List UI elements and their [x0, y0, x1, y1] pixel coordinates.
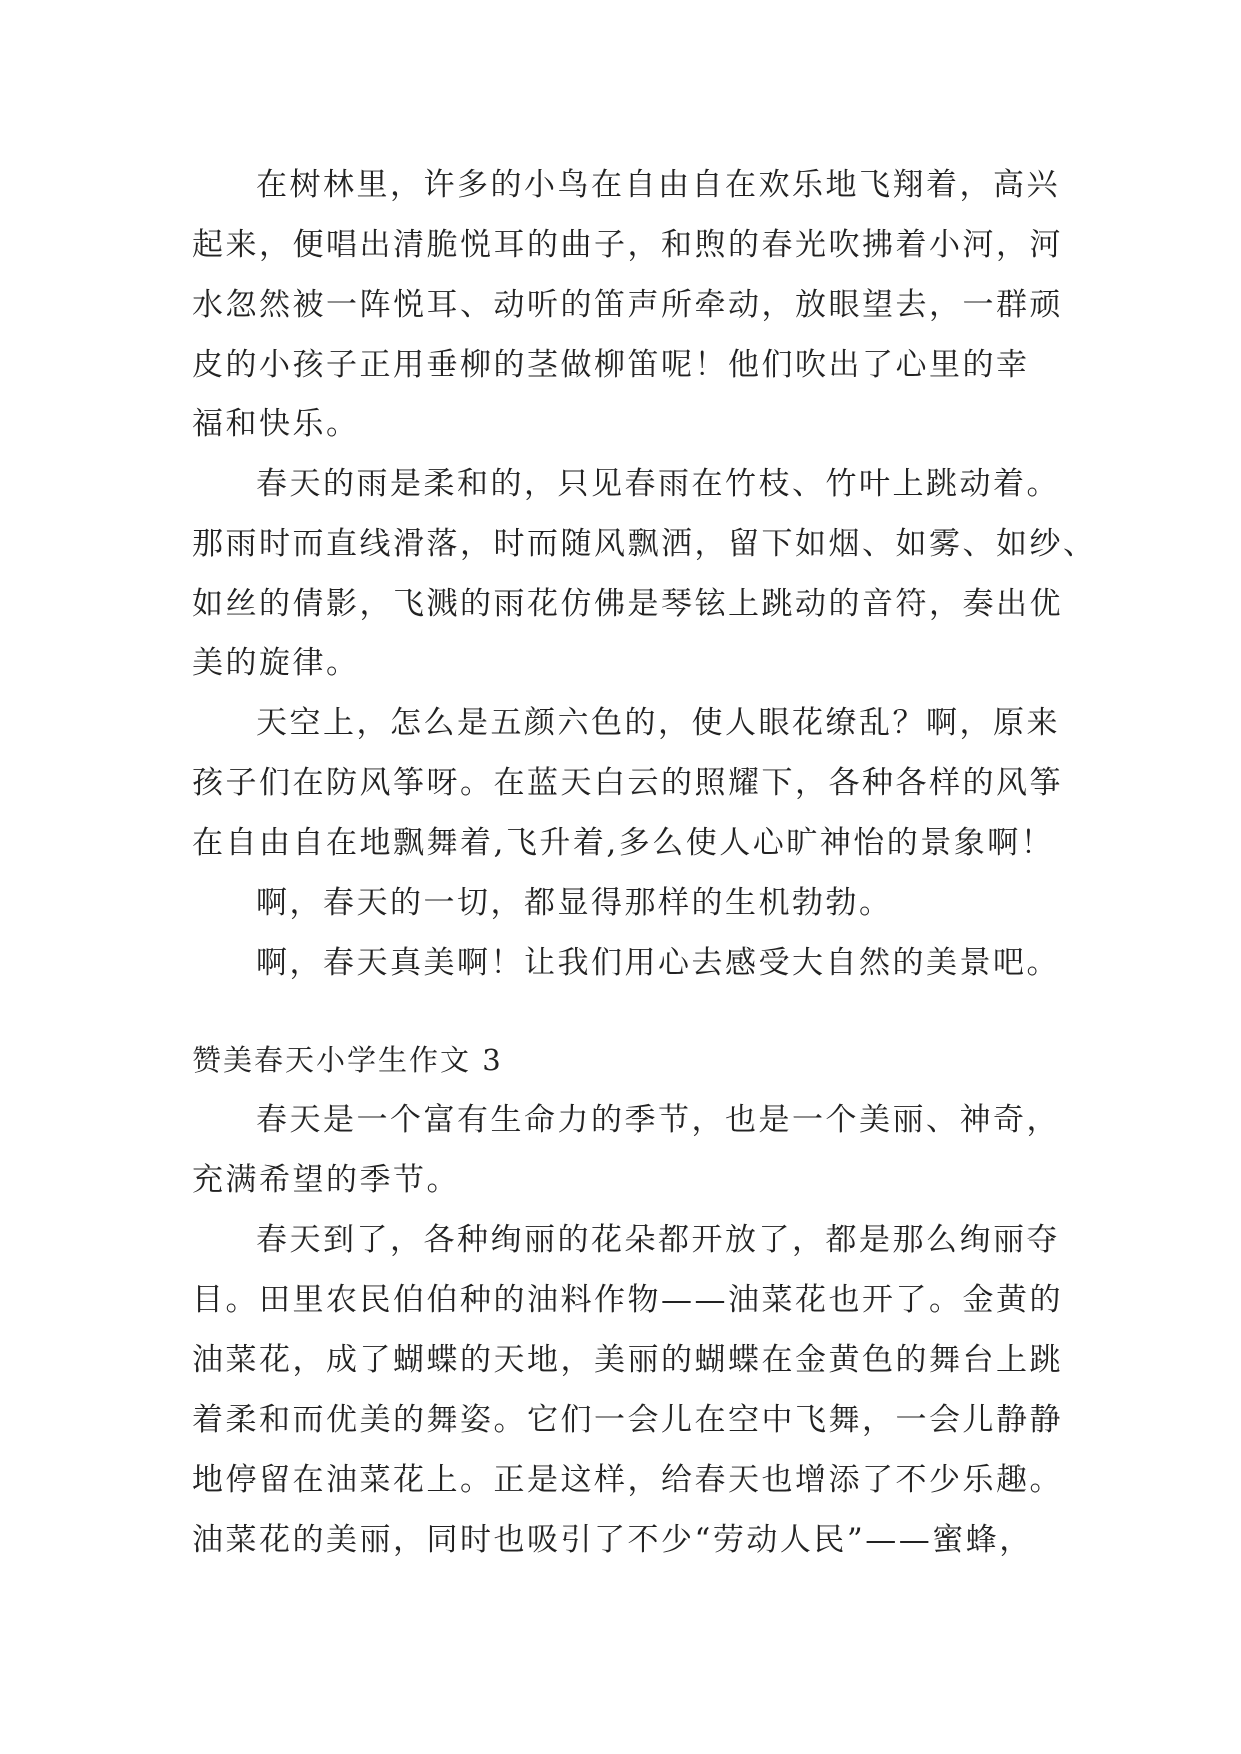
paragraph-line: 水忽然被一阵悦耳、动听的笛声所牵动，放眼望去，一群顽	[192, 287, 1063, 323]
paragraph-line: 啊，春天的一切，都显得那样的生机勃勃。	[256, 885, 893, 921]
paragraph-line: 油菜花的美丽，同时也吸引了不少“劳动人民”——蜜蜂，	[192, 1522, 1033, 1558]
paragraph-line: 目。田里农民伯伯种的油料作物——油菜花也开了。金黄的	[192, 1282, 1063, 1318]
paragraph-line: 皮的小孩子正用垂柳的茎做柳笛呢！他们吹出了心里的幸	[192, 347, 1030, 383]
paragraph-line: 充满希望的季节。	[192, 1162, 460, 1198]
paragraph-line: 春天的雨是柔和的，只见春雨在竹枝、竹叶上跳动着。	[256, 466, 1060, 502]
paragraph-line: 春天是一个富有生命力的季节，也是一个美丽、神奇，	[256, 1102, 1060, 1138]
paragraph-line: 福和快乐。	[192, 406, 360, 442]
paragraph-line: 啊，春天真美啊！让我们用心去感受大自然的美景吧。	[256, 945, 1060, 981]
paragraph-line: 那雨时而直线滑落，时而随风飘洒，留下如烟、如雾、如纱、	[192, 526, 1097, 562]
paragraph-line: 天空上，怎么是五颜六色的，使人眼花缭乱？啊，原来	[256, 705, 1060, 741]
paragraph-line: 美的旋律。	[192, 645, 360, 681]
paragraph-line: 起来，便唱出清脆悦耳的曲子，和煦的春光吹拂着小河，河	[192, 227, 1063, 263]
section-heading: 赞美春天小学生作文 3	[192, 1043, 503, 1077]
paragraph-line: 在自由自在地飘舞着,飞升着,多么使人心旷神怡的景象啊！	[192, 825, 1055, 861]
paragraph-line: 如丝的倩影，飞溅的雨花仿佛是琴铉上跳动的音符，奏出优	[192, 586, 1063, 622]
paragraph-line: 在树林里，许多的小鸟在自由自在欢乐地飞翔着，高兴	[256, 167, 1060, 203]
paragraph-line: 孩子们在防风筝呀。在蓝天白云的照耀下，各种各样的风筝	[192, 765, 1063, 801]
paragraph-line: 着柔和而优美的舞姿。它们一会儿在空中飞舞，一会儿静静	[192, 1402, 1063, 1438]
paragraph-line: 地停留在油菜花上。正是这样，给春天也增添了不少乐趣。	[192, 1462, 1063, 1498]
paragraph-line: 油菜花，成了蝴蝶的天地，美丽的蝴蝶在金黄色的舞台上跳	[192, 1342, 1063, 1378]
paragraph-line: 春天到了，各种绚丽的花朵都开放了，都是那么绚丽夺	[256, 1222, 1060, 1258]
